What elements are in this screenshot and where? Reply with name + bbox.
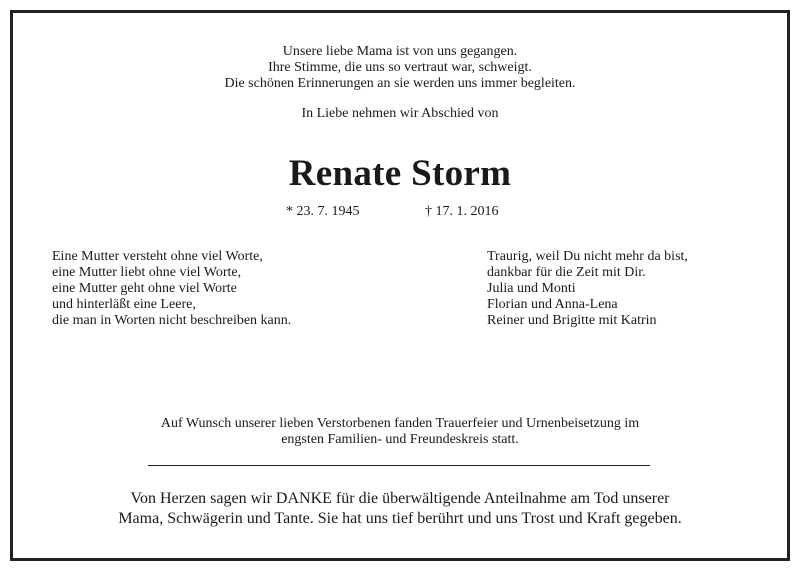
divider-line bbox=[148, 465, 650, 466]
mourners-block bbox=[487, 249, 688, 329]
mourners-line: Julia und Monti bbox=[487, 281, 576, 296]
poem-line: eine Mutter geht ohne viel Worte bbox=[52, 281, 237, 296]
intro-line: Die schönen Erinnerungen an sie werden uns immer begleiten. bbox=[224, 76, 576, 91]
thanks-line: Von Herzen sagen wir DANKE für die überwältigende Anteilnahme am Tod unserer bbox=[130, 490, 670, 507]
intro-line: Ihre Stimme, die uns so vertraut war, schweigt. bbox=[268, 60, 532, 75]
poem-line: und hinterläßt eine Leere, bbox=[52, 297, 196, 312]
thanks-line: Mama, Schwägerin und Tante. Sie hat uns tief berührt und uns Trost und Kraft gegeben. bbox=[118, 510, 682, 527]
mourners-line: dankbar für die Zeit mit Dir. bbox=[487, 265, 646, 280]
funeral-notice bbox=[0, 416, 800, 448]
notice-line: engsten Familien- und Freundeskreis statt. bbox=[281, 432, 519, 447]
thanks-text bbox=[0, 489, 800, 529]
birth-date: * 23. 7. 1945 bbox=[286, 204, 360, 219]
notice-line: Auf Wunsch unserer lieben Verstorbenen fanden Trauerfeier und Urnenbeisetzung im bbox=[160, 416, 640, 431]
poem-line: die man in Worten nicht beschreiben kann. bbox=[52, 313, 292, 328]
intro-text bbox=[0, 44, 800, 92]
poem-line: Eine Mutter versteht ohne viel Worte, bbox=[52, 249, 263, 264]
poem-line: eine Mutter liebt ohne viel Worte, bbox=[52, 265, 242, 280]
mourners-line: Florian und Anna-Lena bbox=[487, 297, 618, 312]
deceased-name: Renate Storm bbox=[288, 153, 512, 194]
poem-block bbox=[52, 249, 291, 329]
mourners-line: Reiner und Brigitte mit Katrin bbox=[487, 313, 657, 328]
farewell-line: In Liebe nehmen wir Abschied von bbox=[301, 106, 499, 121]
mourners-line: Traurig, weil Du nicht mehr da bist, bbox=[487, 249, 688, 264]
intro-line: Unsere liebe Mama ist von uns gegangen. bbox=[282, 44, 518, 59]
death-date: † 17. 1. 2016 bbox=[425, 204, 499, 219]
